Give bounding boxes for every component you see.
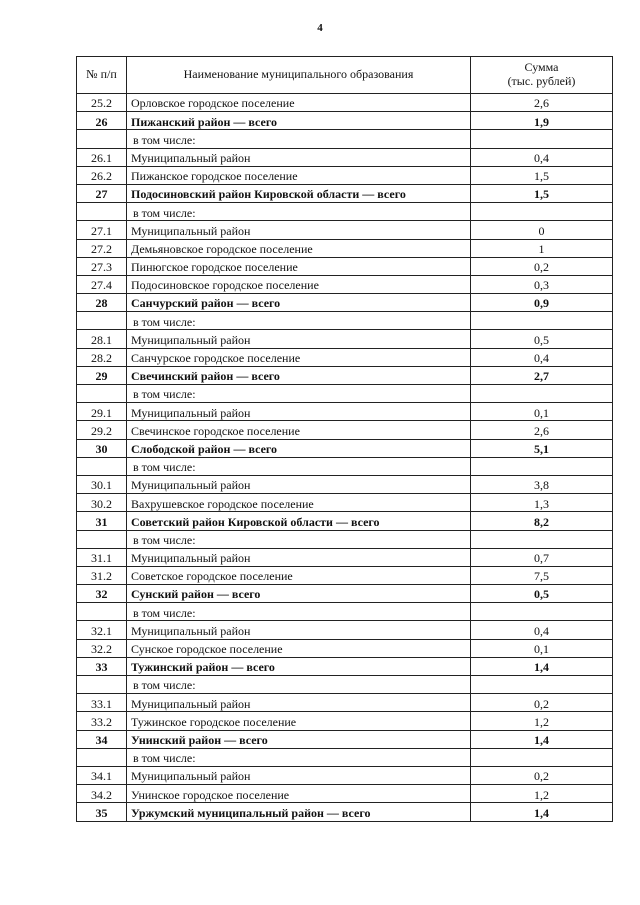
row-number-cell: 31 bbox=[77, 512, 127, 530]
table-row bbox=[77, 712, 613, 730]
table-row bbox=[77, 694, 613, 712]
row-number-cell: 30.2 bbox=[77, 494, 127, 512]
row-number-cell: 32 bbox=[77, 585, 127, 603]
row-number-cell: 27.1 bbox=[77, 221, 127, 239]
row-sum-cell: 0,1 bbox=[471, 403, 613, 421]
row-number-cell bbox=[77, 385, 127, 403]
row-number-cell bbox=[77, 203, 127, 221]
row-name-cell: в том числе: bbox=[127, 203, 471, 221]
row-number-cell: 31.1 bbox=[77, 548, 127, 566]
row-name-cell: Пинюгское городское поселение bbox=[127, 257, 471, 275]
row-name-cell: Муниципальный район bbox=[127, 694, 471, 712]
table-row-subheading bbox=[77, 203, 613, 221]
row-sum-cell: 2,6 bbox=[471, 421, 613, 439]
row-name-cell: Муниципальный район bbox=[127, 148, 471, 166]
row-number-cell bbox=[77, 130, 127, 148]
row-name-cell: Сунский район — всего bbox=[127, 585, 471, 603]
table-row-total bbox=[77, 585, 613, 603]
table-row-total bbox=[77, 657, 613, 675]
row-number-cell: 25.2 bbox=[77, 94, 127, 112]
table-row-subheading bbox=[77, 130, 613, 148]
row-number-cell: 29.2 bbox=[77, 421, 127, 439]
table-row-total bbox=[77, 366, 613, 384]
row-sum-cell bbox=[471, 312, 613, 330]
table-row bbox=[77, 348, 613, 366]
row-name-cell: Муниципальный район bbox=[127, 475, 471, 493]
table-row bbox=[77, 330, 613, 348]
row-name-cell: Санчурский район — всего bbox=[127, 294, 471, 312]
row-name-cell: Уржумский муниципальный район — всего bbox=[127, 803, 471, 821]
table-row-total bbox=[77, 112, 613, 130]
table-row-subheading bbox=[77, 748, 613, 766]
row-sum-cell: 0,3 bbox=[471, 275, 613, 293]
row-sum-cell: 7,5 bbox=[471, 566, 613, 584]
row-sum-cell: 1 bbox=[471, 239, 613, 257]
row-name-cell: Муниципальный район bbox=[127, 330, 471, 348]
row-name-cell: Слободской район — всего bbox=[127, 439, 471, 457]
row-number-cell: 28 bbox=[77, 294, 127, 312]
row-sum-cell: 0,2 bbox=[471, 766, 613, 784]
row-number-cell: 27 bbox=[77, 184, 127, 202]
table-header bbox=[77, 57, 613, 94]
table-row bbox=[77, 621, 613, 639]
table-row bbox=[77, 639, 613, 657]
row-sum-cell: 0,9 bbox=[471, 294, 613, 312]
row-number-cell: 34 bbox=[77, 730, 127, 748]
row-name-cell: Советский район Кировской области — всего bbox=[127, 512, 471, 530]
header-number: № п/п bbox=[77, 57, 127, 94]
row-number-cell: 27.2 bbox=[77, 239, 127, 257]
row-sum-cell bbox=[471, 603, 613, 621]
row-name-cell: Пижанское городское поселение bbox=[127, 166, 471, 184]
row-sum-cell: 5,1 bbox=[471, 439, 613, 457]
row-name-cell: Санчурское городское поселение bbox=[127, 348, 471, 366]
table-row bbox=[77, 275, 613, 293]
row-name-cell: Тужинский район — всего bbox=[127, 657, 471, 675]
row-name-cell: Муниципальный район bbox=[127, 403, 471, 421]
allocation-table bbox=[76, 56, 613, 822]
row-name-cell: Свечинский район — всего bbox=[127, 366, 471, 384]
row-sum-cell: 1,3 bbox=[471, 494, 613, 512]
row-name-cell: Орловское городское поселение bbox=[127, 94, 471, 112]
row-sum-cell bbox=[471, 676, 613, 694]
row-sum-cell bbox=[471, 130, 613, 148]
row-sum-cell bbox=[471, 385, 613, 403]
row-number-cell: 29 bbox=[77, 366, 127, 384]
row-name-cell: в том числе: bbox=[127, 130, 471, 148]
row-number-cell: 29.1 bbox=[77, 403, 127, 421]
row-number-cell bbox=[77, 457, 127, 475]
row-sum-cell bbox=[471, 203, 613, 221]
row-name-cell: в том числе: bbox=[127, 748, 471, 766]
row-sum-cell: 1,2 bbox=[471, 785, 613, 803]
row-sum-cell: 2,7 bbox=[471, 366, 613, 384]
row-number-cell: 27.3 bbox=[77, 257, 127, 275]
row-name-cell: Муниципальный район bbox=[127, 766, 471, 784]
row-sum-cell: 1,9 bbox=[471, 112, 613, 130]
table-row bbox=[77, 494, 613, 512]
header-name: Наименование муниципального образования bbox=[127, 57, 471, 94]
row-number-cell: 30.1 bbox=[77, 475, 127, 493]
row-sum-cell bbox=[471, 530, 613, 548]
table-row-total bbox=[77, 184, 613, 202]
table-row-subheading bbox=[77, 385, 613, 403]
row-number-cell bbox=[77, 748, 127, 766]
row-name-cell: Вахрушевское городское поселение bbox=[127, 494, 471, 512]
row-sum-cell: 0,5 bbox=[471, 585, 613, 603]
row-sum-cell: 0,2 bbox=[471, 694, 613, 712]
row-number-cell: 33.1 bbox=[77, 694, 127, 712]
row-sum-cell bbox=[471, 457, 613, 475]
row-name-cell: Тужинское городское поселение bbox=[127, 712, 471, 730]
row-name-cell: Советское городское поселение bbox=[127, 566, 471, 584]
row-name-cell: Унинский район — всего bbox=[127, 730, 471, 748]
table-row bbox=[77, 475, 613, 493]
table-body bbox=[77, 94, 613, 822]
row-sum-cell: 0,5 bbox=[471, 330, 613, 348]
row-name-cell: в том числе: bbox=[127, 676, 471, 694]
table-row bbox=[77, 257, 613, 275]
row-name-cell: в том числе: bbox=[127, 457, 471, 475]
row-number-cell: 32.1 bbox=[77, 621, 127, 639]
row-number-cell: 31.2 bbox=[77, 566, 127, 584]
row-number-cell bbox=[77, 312, 127, 330]
table-row bbox=[77, 421, 613, 439]
row-number-cell: 34.2 bbox=[77, 785, 127, 803]
row-number-cell: 28.2 bbox=[77, 348, 127, 366]
table-row bbox=[77, 221, 613, 239]
row-sum-cell: 0,1 bbox=[471, 639, 613, 657]
header-sum-unit: (тыс. рублей) bbox=[507, 74, 576, 88]
row-sum-cell: 0 bbox=[471, 221, 613, 239]
table-row bbox=[77, 148, 613, 166]
row-number-cell: 34.1 bbox=[77, 766, 127, 784]
row-number-cell: 32.2 bbox=[77, 639, 127, 657]
row-sum-cell: 0,7 bbox=[471, 548, 613, 566]
row-name-cell: в том числе: bbox=[127, 530, 471, 548]
table-row-total bbox=[77, 439, 613, 457]
row-name-cell: Муниципальный район bbox=[127, 221, 471, 239]
table-row-subheading bbox=[77, 312, 613, 330]
row-sum-cell: 0,4 bbox=[471, 348, 613, 366]
row-name-cell: в том числе: bbox=[127, 603, 471, 621]
row-sum-cell: 1,5 bbox=[471, 184, 613, 202]
row-name-cell: Сунское городское поселение bbox=[127, 639, 471, 657]
row-sum-cell: 1,5 bbox=[471, 166, 613, 184]
row-number-cell bbox=[77, 603, 127, 621]
row-sum-cell: 1,2 bbox=[471, 712, 613, 730]
row-sum-cell: 1,4 bbox=[471, 803, 613, 821]
table-row-subheading bbox=[77, 676, 613, 694]
table-row bbox=[77, 166, 613, 184]
table-row-subheading bbox=[77, 603, 613, 621]
row-number-cell: 33.2 bbox=[77, 712, 127, 730]
header-row bbox=[77, 57, 613, 94]
page-number: 4 bbox=[317, 22, 323, 34]
row-number-cell: 33 bbox=[77, 657, 127, 675]
row-number-cell bbox=[77, 530, 127, 548]
table-row bbox=[77, 239, 613, 257]
row-name-cell: Свечинское городское поселение bbox=[127, 421, 471, 439]
table-row bbox=[77, 566, 613, 584]
table-row bbox=[77, 94, 613, 112]
row-number-cell: 35 bbox=[77, 803, 127, 821]
row-sum-cell: 3,8 bbox=[471, 475, 613, 493]
row-sum-cell: 0,4 bbox=[471, 148, 613, 166]
row-name-cell: Муниципальный район bbox=[127, 621, 471, 639]
row-number-cell: 30 bbox=[77, 439, 127, 457]
row-name-cell: Пижанский район — всего bbox=[127, 112, 471, 130]
row-name-cell: Подосиновский район Кировской области — всего bbox=[127, 184, 471, 202]
table-row bbox=[77, 403, 613, 421]
row-number-cell: 26.1 bbox=[77, 148, 127, 166]
row-number-cell: 28.1 bbox=[77, 330, 127, 348]
table-row-total bbox=[77, 730, 613, 748]
row-name-cell: Муниципальный район bbox=[127, 548, 471, 566]
row-sum-cell: 0,4 bbox=[471, 621, 613, 639]
row-name-cell: в том числе: bbox=[127, 312, 471, 330]
row-name-cell: Подосиновское городское поселение bbox=[127, 275, 471, 293]
table-row-total bbox=[77, 803, 613, 821]
row-sum-cell: 8,2 bbox=[471, 512, 613, 530]
table-row-total bbox=[77, 294, 613, 312]
row-number-cell: 26.2 bbox=[77, 166, 127, 184]
row-sum-cell: 1,4 bbox=[471, 730, 613, 748]
header-sum-title: Сумма bbox=[524, 60, 559, 75]
table-row bbox=[77, 785, 613, 803]
header-sum bbox=[471, 57, 613, 94]
row-sum-cell: 1,4 bbox=[471, 657, 613, 675]
table-row-subheading bbox=[77, 457, 613, 475]
row-name-cell: Унинское городское поселение bbox=[127, 785, 471, 803]
row-name-cell: в том числе: bbox=[127, 385, 471, 403]
row-sum-cell: 0,2 bbox=[471, 257, 613, 275]
row-number-cell bbox=[77, 676, 127, 694]
row-number-cell: 26 bbox=[77, 112, 127, 130]
table-row-subheading bbox=[77, 530, 613, 548]
row-name-cell: Демьяновское городское поселение bbox=[127, 239, 471, 257]
row-sum-cell: 2,6 bbox=[471, 94, 613, 112]
row-sum-cell bbox=[471, 748, 613, 766]
table-row bbox=[77, 766, 613, 784]
row-number-cell: 27.4 bbox=[77, 275, 127, 293]
table-row-total bbox=[77, 512, 613, 530]
table-row bbox=[77, 548, 613, 566]
